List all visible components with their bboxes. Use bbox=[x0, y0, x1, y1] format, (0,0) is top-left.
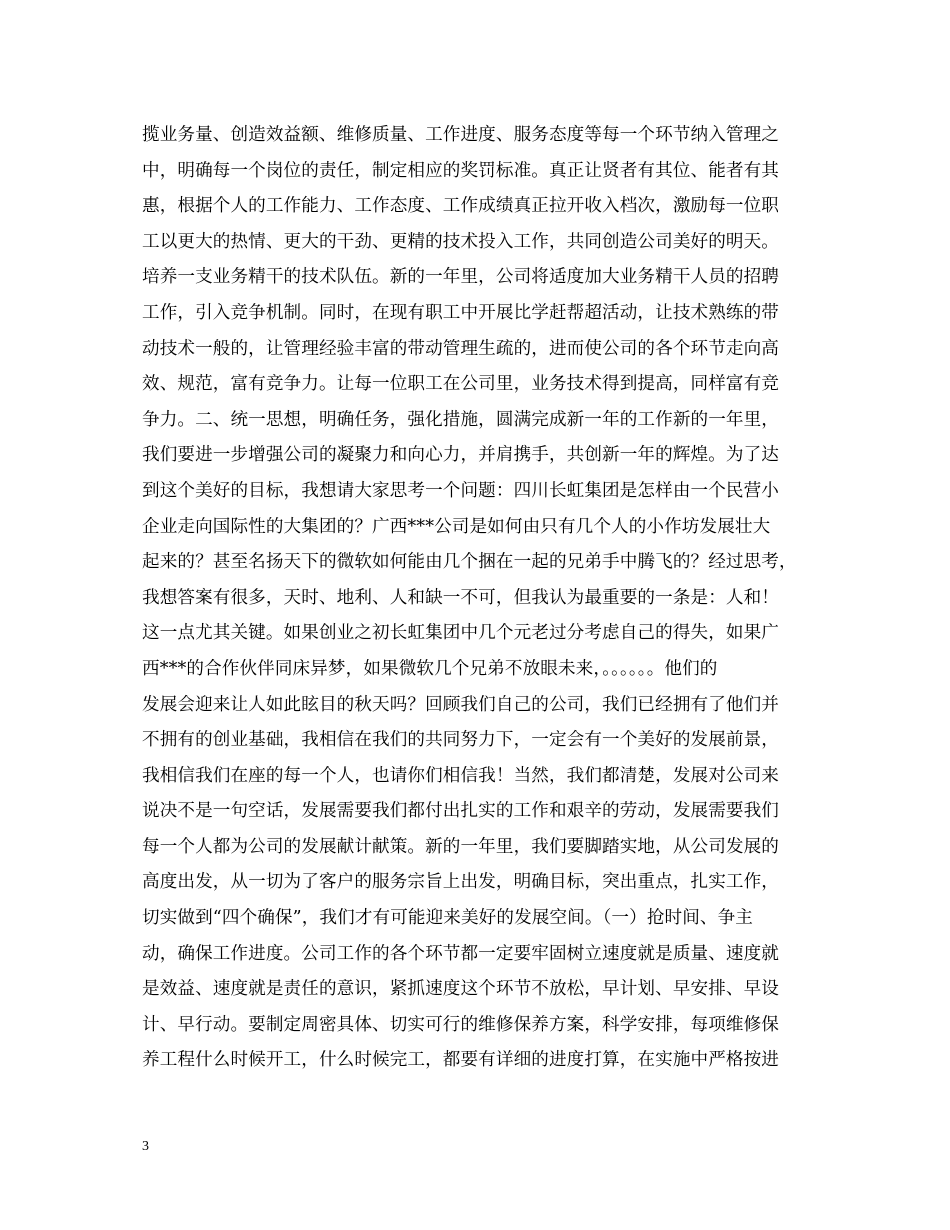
text-line: 惠，根据个人的工作能力、工作态度、工作成绩真正拉开收入档次，激励每一位职 bbox=[142, 196, 779, 217]
text-line: 每一个人都为公司的发展献计献策。新的一年里，我们要脚踏实地，从公司发展的 bbox=[142, 836, 779, 857]
text-line: 动技术一般的，让管理经验丰富的带动管理生疏的，进而使公司的各个环节走向高 bbox=[142, 338, 779, 359]
text-line: 我们要进一步增强公司的凝聚力和向心力，并肩携手，共创新一年的辉煌。为了达 bbox=[142, 445, 779, 466]
text-line: 说决不是一句空话，发展需要我们都付出扎实的工作和艰辛的劳动，发展需要我们 bbox=[142, 801, 779, 822]
text-line: 我相信我们在座的每一个人，也请你们相信我！当然，我们都清楚，发展对公司来 bbox=[142, 765, 779, 786]
text-line: 工作，引入竞争机制。同时，在现有职工中开展比学赶帮超活动，让技术熟练的带 bbox=[142, 302, 779, 323]
text-line: 养工程什么时候开工，什么时候完工，都要有详细的进度打算，在实施中严格按进 bbox=[142, 1050, 779, 1071]
text-line: 是效益、速度就是责任的意识，紧抓速度这个环节不放松，早计划、早安排、早设 bbox=[142, 979, 779, 1000]
text-line: 这一点尤其关键。如果创业之初长虹集团中几个元老过分考虑自己的得失，如果广 bbox=[142, 623, 779, 644]
text-line: 计、早行动。要制定周密具体、切实可行的维修保养方案，科学安排，每项维修保 bbox=[142, 1014, 779, 1035]
text-line: 动，确保工作进度。公司工作的各个环节都一定要牢固树立速度就是质量、速度就 bbox=[142, 943, 779, 964]
text-line: 效、规范，富有竞争力。让每一位职工在公司里，业务技术得到提高，同样富有竞 bbox=[142, 374, 779, 395]
text-line: 不拥有的创业基础，我相信在我们的共同努力下，一定会有一个美好的发展前景， bbox=[142, 730, 779, 751]
text-line: 起来的？甚至名扬天下的微软如何能由几个捆在一起的兄弟手中腾飞的？经过思考， bbox=[142, 552, 797, 573]
text-line: 企业走向国际性的大集团的？广西***公司是如何由只有几个人的小作坊发展壮大 bbox=[142, 516, 771, 537]
text-line: 高度出发，从一切为了客户的服务宗旨上出发，明确目标，突出重点，扎实工作， bbox=[142, 872, 779, 893]
text-line: 争力。二、统一思想，明确任务，强化措施，圆满完成新一年的工作新的一年里， bbox=[142, 409, 779, 430]
text-line: 中，明确每一个岗位的责任，制定相应的奖罚标准。真正让贤者有其位、能者有其 bbox=[142, 160, 779, 181]
text-line: 我想答案有很多，天时、地利、人和缺一不可，但我认为最重要的一条是：人和！ bbox=[142, 587, 779, 608]
page-number: 3 bbox=[142, 1139, 149, 1154]
text-line: 到这个美好的目标，我想请大家思考一个问题：四川长虹集团是怎样由一个民营小 bbox=[142, 480, 779, 501]
text-line: 发展会迎来让人如此眩目的秋天吗？回顾我们自己的公司，我们已经拥有了他们并 bbox=[142, 694, 779, 715]
text-line: 切实做到“四个确保”，我们才有可能迎来美好的发展空间。（一）抢时间、争主 bbox=[142, 908, 753, 929]
text-line: 西***的合作伙伴同床异梦，如果微软几个兄弟不放眼未来，。。。。。。他们的 bbox=[142, 658, 718, 679]
body-text bbox=[142, 118, 822, 1079]
text-line: 培养一支业务精干的技术队伍。新的一年里，公司将适度加大业务精干人员的招聘 bbox=[142, 267, 779, 288]
text-line: 揽业务量、创造效益额、维修质量、工作进度、服务态度等每一个环节纳入管理之 bbox=[142, 125, 779, 145]
text-line: 工以更大的热情、更大的干劲、更精的技术投入工作，共同创造公司美好的明天。 bbox=[142, 231, 779, 252]
